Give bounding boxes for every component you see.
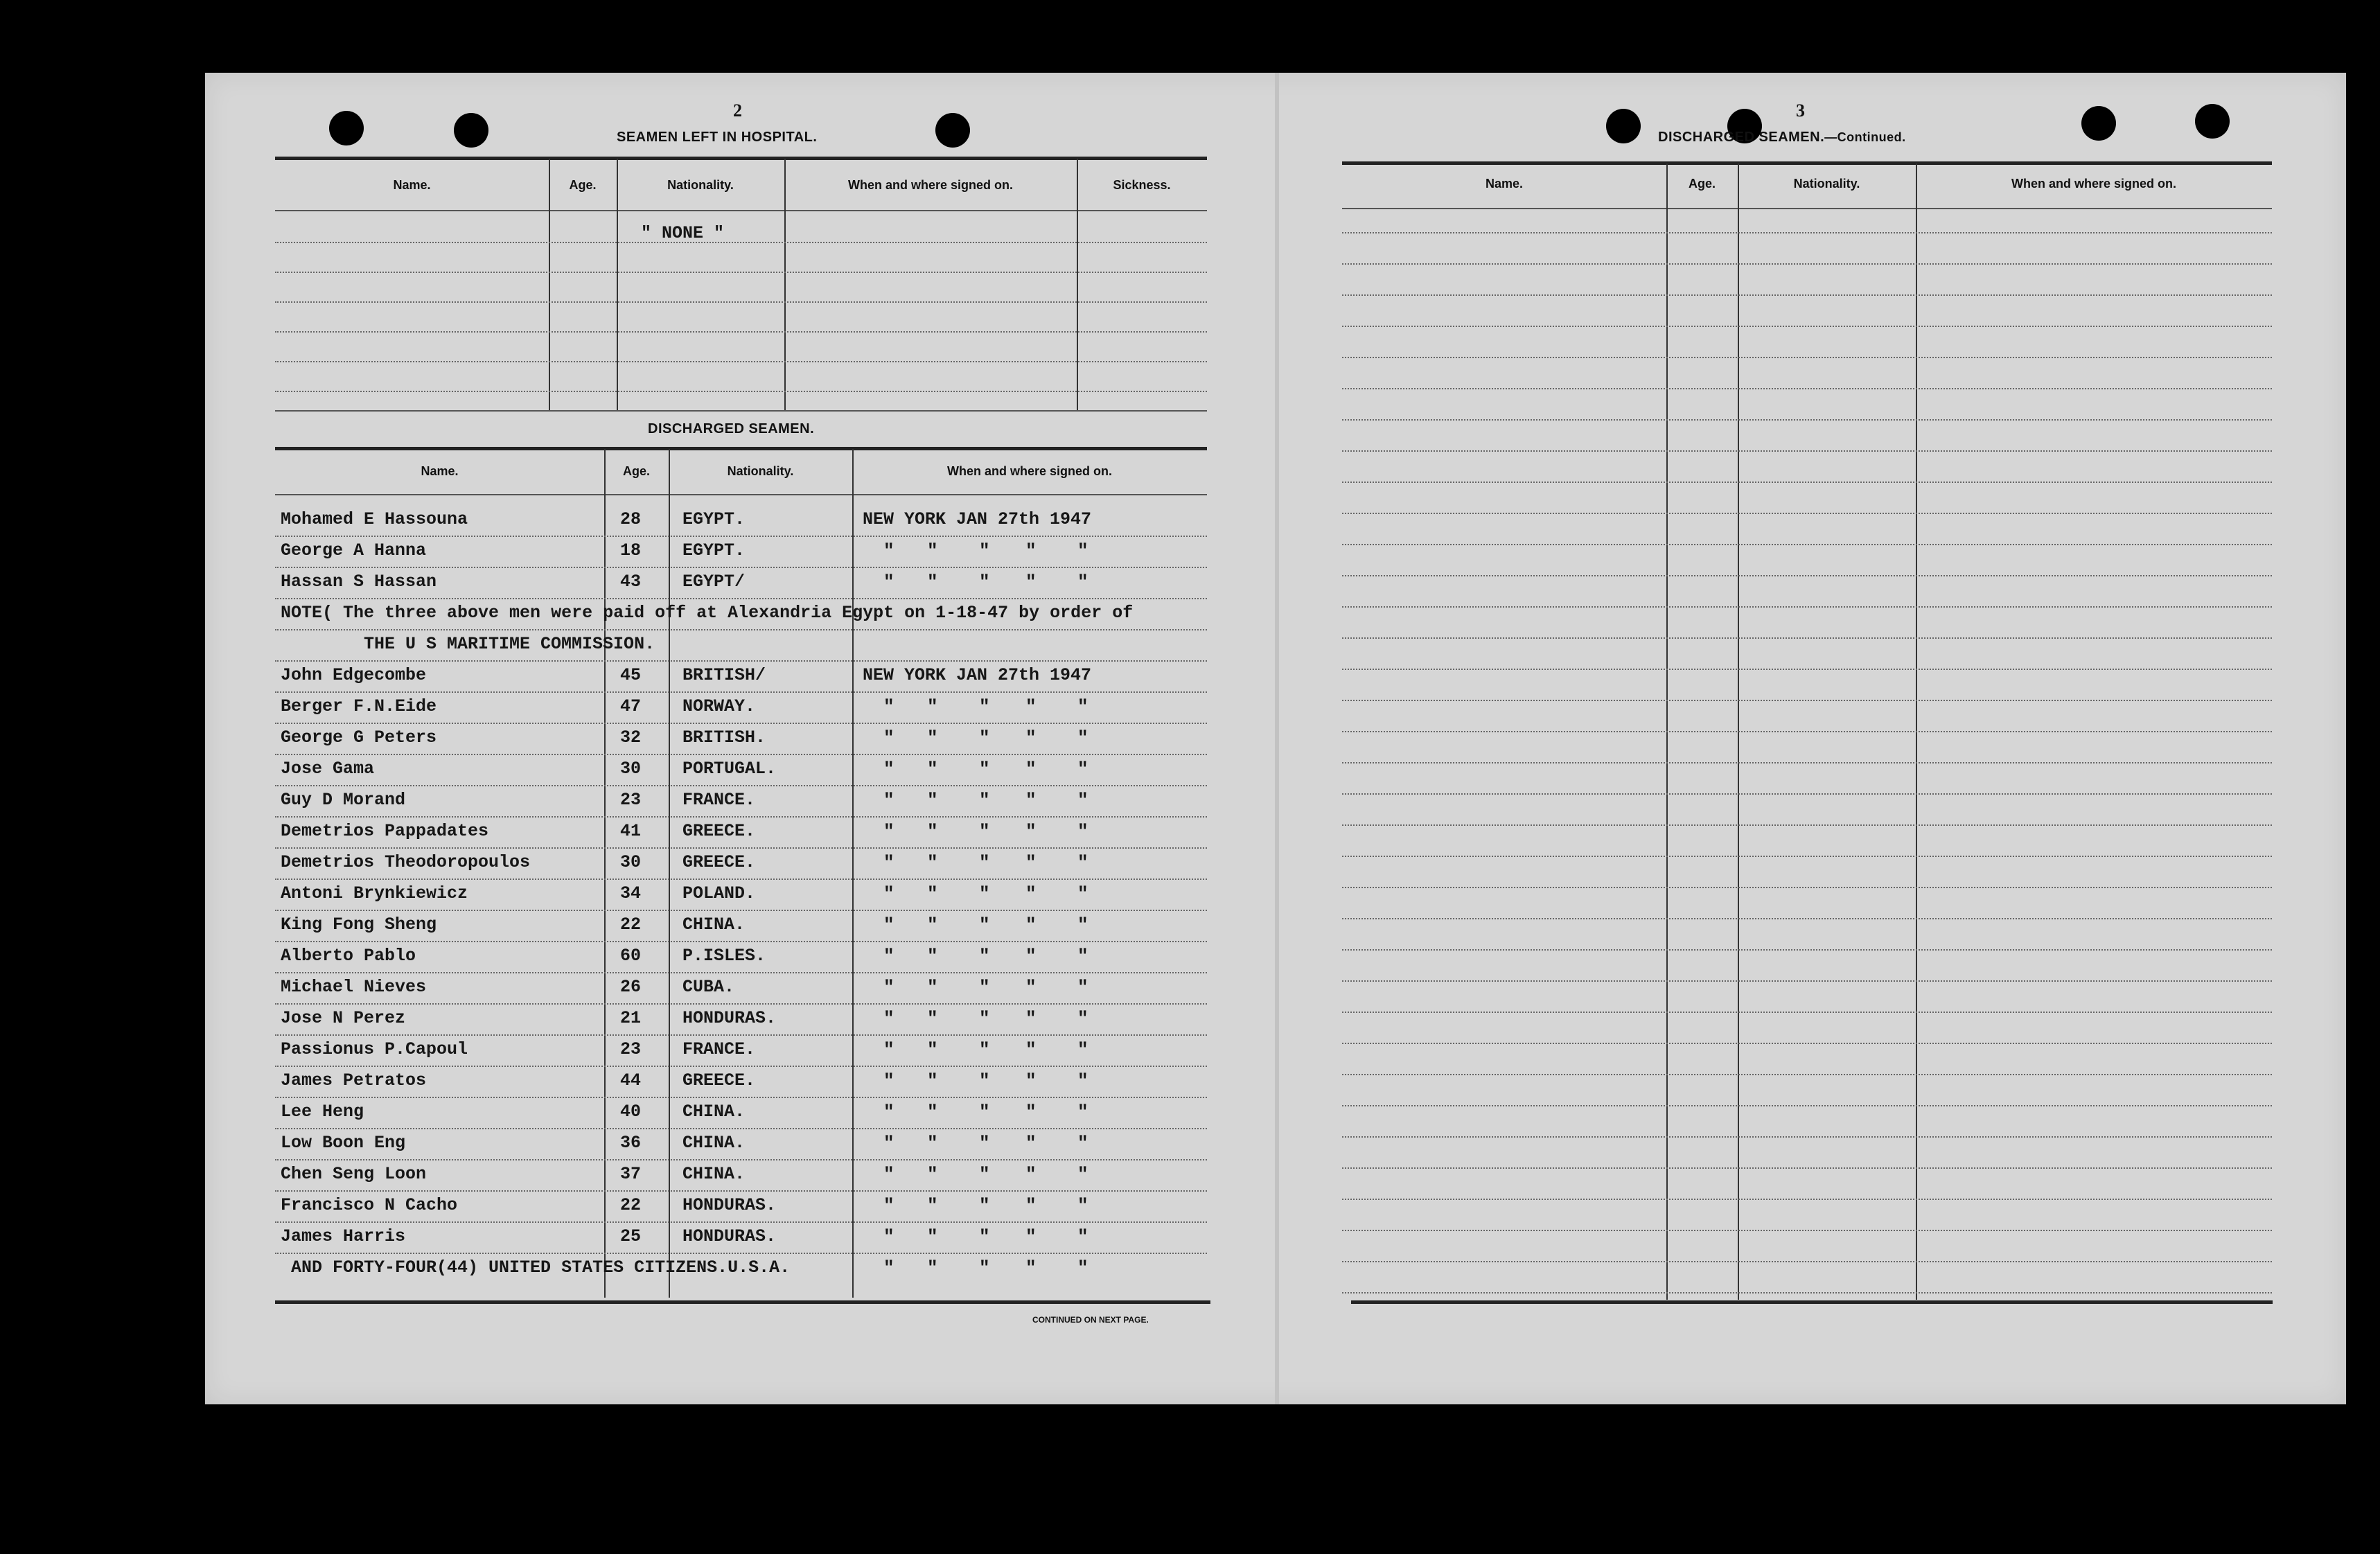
seaman-age: 23	[620, 790, 642, 810]
ditto-mark: "	[883, 1133, 894, 1154]
blank-row-line	[1342, 575, 2272, 576]
seaman-age: 43	[620, 572, 642, 592]
seaman-nationality: BRITISH.	[682, 727, 766, 748]
ditto-mark: "	[1025, 696, 1037, 717]
blank-row-line	[1342, 388, 2272, 389]
blank-row-line	[1342, 793, 2272, 795]
discharged-header-rule	[275, 494, 1207, 495]
ditto-mark: "	[927, 572, 938, 592]
page-fold	[1275, 73, 1279, 1404]
punch-hole	[1606, 109, 1641, 143]
ditto-mark: "	[927, 1164, 938, 1185]
row-line	[275, 723, 1207, 724]
ditto-mark: "	[1077, 1257, 1088, 1278]
blank-row-line	[1342, 731, 2272, 732]
hospital-col-sickness: Sickness.	[1113, 178, 1171, 192]
ditto-mark: "	[979, 759, 990, 779]
ditto-mark: "	[927, 540, 938, 561]
ditto-mark: "	[1025, 572, 1037, 592]
ditto-mark: "	[1077, 1226, 1088, 1247]
ditto-mark: "	[883, 540, 894, 561]
discharged-col-name: Name.	[421, 464, 459, 478]
row-line	[275, 1034, 1207, 1036]
ditto-mark: "	[883, 1008, 894, 1029]
row-line	[275, 1066, 1207, 1067]
blank-row-line	[1342, 1043, 2272, 1044]
seaman-age: 22	[620, 1195, 642, 1215]
ditto-mark: "	[979, 852, 990, 873]
ditto-mark: "	[927, 1195, 938, 1216]
ditto-mark: "	[979, 915, 990, 935]
blank-row-line	[1342, 326, 2272, 327]
blank-row-line	[1342, 232, 2272, 233]
ditto-mark: "	[1025, 1164, 1037, 1185]
hospital-section-title: SEAMEN LEFT IN HOSPITAL.	[617, 130, 818, 145]
ditto-mark: "	[927, 883, 938, 904]
ditto-mark: "	[979, 1226, 990, 1247]
ditto-mark: "	[927, 915, 938, 935]
ditto-mark: "	[927, 1008, 938, 1029]
seaman-name: Alberto Pablo	[281, 946, 416, 966]
blank-row-line	[1342, 1012, 2272, 1013]
hospital-col-divider	[1077, 159, 1078, 411]
ditto-mark: "	[1025, 977, 1037, 998]
seaman-name: Lee Heng	[281, 1102, 364, 1122]
hospital-row-line	[275, 331, 1207, 333]
ditto-mark: "	[883, 1195, 894, 1216]
row-line	[275, 1253, 1207, 1254]
punch-hole	[2195, 104, 2230, 139]
ditto-mark: "	[1077, 572, 1088, 592]
blank-row-line	[1342, 1199, 2272, 1200]
blank-row-line	[1342, 606, 2272, 608]
blank-row-line	[1342, 762, 2272, 763]
seaman-name: Berger F.N.Eide	[281, 696, 437, 716]
seaman-nationality: CUBA.	[682, 977, 735, 997]
blank-row-line	[1342, 1167, 2272, 1169]
seaman-age: 36	[620, 1133, 642, 1153]
blank-row-line	[1342, 419, 2272, 421]
hospital-col-signed-on: When and where signed on.	[847, 178, 1014, 192]
ditto-mark: "	[1025, 946, 1037, 966]
right-col-age: Age.	[1688, 177, 1716, 191]
ditto-mark: "	[1077, 696, 1088, 717]
ditto-mark: "	[1077, 1039, 1088, 1060]
seaman-name: Passionus P.Capoul	[281, 1039, 468, 1059]
hospital-row-line	[275, 361, 1207, 362]
ditto-mark: "	[927, 790, 938, 811]
seaman-nationality: CHINA.	[682, 1102, 746, 1122]
ditto-mark: "	[1025, 1226, 1037, 1247]
discharged-col-nationality: Nationality.	[727, 464, 794, 478]
ditto-mark: "	[979, 1008, 990, 1029]
punch-hole	[935, 113, 970, 148]
note-line: THE U S MARITIME COMMISSION.	[364, 634, 655, 654]
hospital-col-nationality: Nationality.	[667, 178, 734, 192]
blank-row-line	[1342, 1105, 2272, 1106]
ditto-mark: "	[1077, 790, 1088, 811]
ditto-mark: "	[979, 790, 990, 811]
row-line	[275, 1128, 1207, 1129]
ditto-mark: "	[979, 572, 990, 592]
ditto-mark: "	[1025, 540, 1037, 561]
seaman-name: George G Peters	[281, 727, 437, 748]
seaman-age: 25	[620, 1226, 642, 1246]
ditto-mark: "	[927, 1039, 938, 1060]
ditto-mark: "	[1025, 790, 1037, 811]
ditto-mark: "	[979, 1070, 990, 1091]
row-line	[275, 691, 1207, 693]
ditto-mark: "	[979, 1133, 990, 1154]
discharged-col-age: Age.	[622, 464, 650, 478]
ditto-mark: "	[1025, 1039, 1037, 1060]
left-bottom-rule	[275, 1300, 1210, 1304]
row-line	[275, 972, 1207, 973]
discharged-col-signed-on: When and where signed on.	[946, 464, 1113, 478]
signed-on: NEW YORK JAN 27th 1947	[863, 665, 1092, 685]
blank-row-line	[1342, 450, 2272, 452]
hospital-row-line	[275, 301, 1207, 303]
row-line	[275, 816, 1207, 818]
ditto-mark: "	[883, 1226, 894, 1247]
seaman-nationality: P.ISLES.	[682, 946, 766, 966]
ditto-mark: "	[927, 1102, 938, 1122]
right-header-rule	[1342, 208, 2272, 209]
ditto-mark: "	[883, 790, 894, 811]
ditto-mark: "	[1025, 1102, 1037, 1122]
blank-row-line	[1342, 669, 2272, 670]
seaman-nationality: PORTUGAL.	[682, 759, 777, 779]
ditto-mark: "	[883, 1164, 894, 1185]
seaman-name: Francisco N Cacho	[281, 1195, 458, 1215]
right-col-nationality: Nationality.	[1793, 177, 1860, 191]
ditto-mark: "	[1025, 759, 1037, 779]
seaman-age: 41	[620, 821, 642, 841]
row-line	[275, 598, 1207, 599]
seaman-age: 28	[620, 509, 642, 529]
ditto-mark: "	[1077, 1133, 1088, 1154]
ditto-mark: "	[1077, 852, 1088, 873]
seaman-nationality: FRANCE.	[682, 1039, 756, 1059]
hospital-row-line	[275, 272, 1207, 273]
hospital-none-entry: " NONE "	[641, 223, 725, 243]
ditto-mark: "	[1025, 1133, 1037, 1154]
seaman-age: 18	[620, 540, 642, 560]
blank-row-line	[1342, 357, 2272, 358]
ditto-mark: "	[979, 727, 990, 748]
seaman-nationality: BRITISH/	[682, 665, 766, 685]
seaman-nationality: CHINA.	[682, 1164, 746, 1184]
seaman-nationality: HONDURAS.	[682, 1195, 777, 1215]
ditto-mark: "	[1077, 540, 1088, 561]
ditto-mark: "	[1077, 1102, 1088, 1122]
ditto-mark: "	[1025, 852, 1037, 873]
hospital-row-line	[275, 391, 1207, 392]
ditto-mark: "	[1025, 1195, 1037, 1216]
row-line	[275, 1003, 1207, 1005]
seaman-nationality: GREECE.	[682, 821, 756, 841]
seaman-age: 45	[620, 665, 642, 685]
ditto-mark: "	[1077, 821, 1088, 842]
seaman-age: 21	[620, 1008, 642, 1028]
seaman-nationality: HONDURAS.	[682, 1008, 777, 1028]
ditto-mark: "	[1077, 1164, 1088, 1185]
seaman-nationality: CHINA.	[682, 915, 746, 935]
ditto-mark: "	[1077, 1008, 1088, 1029]
seaman-age: 34	[620, 883, 642, 903]
seaman-name: Low Boon Eng	[281, 1133, 406, 1153]
ditto-mark: "	[927, 1257, 938, 1278]
ditto-mark: "	[1025, 883, 1037, 904]
blank-row-line	[1342, 263, 2272, 265]
seaman-name: King Fong Sheng	[281, 915, 437, 935]
seaman-nationality: EGYPT/	[682, 572, 746, 592]
hospital-col-divider	[549, 159, 550, 411]
ditto-mark: "	[1025, 821, 1037, 842]
row-line	[275, 536, 1207, 537]
ditto-mark: "	[883, 727, 894, 748]
row-line	[275, 910, 1207, 911]
hospital-col-divider	[784, 159, 786, 411]
ditto-mark: "	[1025, 1008, 1037, 1029]
seaman-age: 40	[620, 1102, 642, 1122]
discharged-section-title: DISCHARGED SEAMEN.	[648, 421, 815, 436]
row-line	[275, 1190, 1207, 1192]
right-bottom-rule	[1351, 1300, 2273, 1304]
seaman-nationality: GREECE.	[682, 1070, 756, 1091]
blank-row-line	[1342, 1136, 2272, 1138]
ditto-mark: "	[883, 759, 894, 779]
ditto-mark: "	[979, 1164, 990, 1185]
ditto-mark: "	[883, 946, 894, 966]
ditto-mark: "	[927, 946, 938, 966]
closing-line: AND FORTY-FOUR(44) UNITED STATES CITIZENS.U.S.A.	[291, 1257, 791, 1278]
ditto-mark: "	[1077, 883, 1088, 904]
ditto-mark: "	[979, 977, 990, 998]
ditto-mark: "	[979, 540, 990, 561]
seaman-name: Demetrios Pappadates	[281, 821, 489, 841]
ditto-mark: "	[1077, 1195, 1088, 1216]
ditto-mark: "	[1077, 946, 1088, 966]
seaman-name: Michael Nieves	[281, 977, 427, 997]
seaman-name: Demetrios Theodoropoulos	[281, 852, 531, 872]
ditto-mark: "	[1077, 977, 1088, 998]
blank-row-line	[1342, 918, 2272, 919]
blank-row-line	[1342, 824, 2272, 826]
row-line	[275, 847, 1207, 849]
seaman-nationality: EGYPT.	[682, 540, 746, 560]
ditto-mark: "	[979, 946, 990, 966]
blank-row-line	[1342, 513, 2272, 514]
seaman-nationality: FRANCE.	[682, 790, 756, 810]
ditto-mark: "	[1025, 1257, 1037, 1278]
seaman-nationality: POLAND.	[682, 883, 756, 903]
seaman-nationality: HONDURAS.	[682, 1226, 777, 1246]
ditto-mark: "	[883, 1070, 894, 1091]
ditto-mark: "	[979, 1195, 990, 1216]
ditto-mark: "	[883, 1102, 894, 1122]
ditto-mark: "	[927, 1070, 938, 1091]
seaman-name: Jose N Perez	[281, 1008, 406, 1028]
seaman-age: 44	[620, 1070, 642, 1091]
row-line	[275, 567, 1207, 568]
ditto-mark: "	[927, 696, 938, 717]
ditto-mark: "	[1077, 1070, 1088, 1091]
ditto-mark: "	[927, 1133, 938, 1154]
right-title-suffix: —Continued.	[1824, 130, 1906, 144]
blank-row-line	[1342, 700, 2272, 701]
signed-on: NEW YORK JAN 27th 1947	[863, 509, 1092, 529]
seaman-nationality: NORWAY.	[682, 696, 756, 716]
right-title-text: DISCHARGED SEAMEN.	[1658, 130, 1825, 145]
ditto-mark: "	[1025, 915, 1037, 935]
row-line	[275, 785, 1207, 786]
blank-row-line	[1342, 980, 2272, 982]
blank-row-line	[1342, 1292, 2272, 1293]
seaman-age: 30	[620, 759, 642, 779]
seaman-nationality: GREECE.	[682, 852, 756, 872]
ditto-mark: "	[1077, 915, 1088, 935]
ditto-mark: "	[1025, 1070, 1037, 1091]
punch-hole	[329, 111, 364, 145]
ditto-mark: "	[883, 977, 894, 998]
blank-row-line	[1342, 544, 2272, 545]
seaman-name: James Harris	[281, 1226, 406, 1246]
ditto-mark: "	[927, 1226, 938, 1247]
seaman-name: Mohamed E Hassouna	[281, 509, 468, 529]
hospital-header-rule	[275, 210, 1207, 211]
ditto-mark: "	[979, 1102, 990, 1122]
row-line	[275, 941, 1207, 942]
seaman-name: Antoni Brynkiewicz	[281, 883, 468, 903]
seaman-name: Guy D Morand	[281, 790, 406, 810]
ditto-mark: "	[883, 915, 894, 935]
continued-note: CONTINUED ON NEXT PAGE.	[1032, 1315, 1149, 1325]
seaman-nationality: EGYPT.	[682, 509, 746, 529]
ditto-mark: "	[927, 727, 938, 748]
blank-row-line	[1342, 1074, 2272, 1075]
ditto-mark: "	[883, 852, 894, 873]
seaman-age: 26	[620, 977, 642, 997]
blank-row-line	[1342, 637, 2272, 639]
seaman-age: 47	[620, 696, 642, 716]
discharged-title-rule	[275, 447, 1207, 450]
seaman-name: George A Hanna	[281, 540, 427, 560]
blank-row-line	[1342, 887, 2272, 888]
blank-row-line	[1342, 949, 2272, 951]
ditto-mark: "	[883, 821, 894, 842]
ditto-mark: "	[883, 1257, 894, 1278]
seaman-age: 32	[620, 727, 642, 748]
seaman-name: John Edgecombe	[281, 665, 427, 685]
ditto-mark: "	[927, 821, 938, 842]
blank-row-line	[1342, 1230, 2272, 1231]
discharged-col-divider	[669, 449, 670, 1298]
ditto-mark: "	[979, 696, 990, 717]
left-page-number: 2	[733, 100, 742, 121]
ditto-mark: "	[927, 852, 938, 873]
seaman-name: James Petratos	[281, 1070, 427, 1091]
ditto-mark: "	[1025, 727, 1037, 748]
ditto-mark: "	[883, 572, 894, 592]
seaman-age: 22	[620, 915, 642, 935]
discharged-col-divider	[852, 449, 854, 1298]
row-line	[275, 1097, 1207, 1098]
seaman-age: 23	[620, 1039, 642, 1059]
punch-hole	[454, 113, 488, 148]
right-top-rule	[1342, 161, 2272, 165]
right-col-signed-on: When and where signed on.	[2011, 177, 2177, 191]
seaman-nationality: CHINA.	[682, 1133, 746, 1153]
seaman-name: Jose Gama	[281, 759, 375, 779]
seaman-name: Hassan S Hassan	[281, 572, 437, 592]
ditto-mark: "	[927, 977, 938, 998]
hospital-col-name: Name.	[393, 178, 431, 192]
ditto-mark: "	[1077, 727, 1088, 748]
ditto-mark: "	[883, 1039, 894, 1060]
ditto-mark: "	[979, 1257, 990, 1278]
ditto-mark: "	[883, 696, 894, 717]
row-line	[275, 1159, 1207, 1160]
ditto-mark: "	[883, 883, 894, 904]
row-line	[275, 629, 1207, 630]
right-col-name: Name.	[1485, 177, 1524, 191]
blank-row-line	[1342, 1261, 2272, 1262]
ditto-mark: "	[927, 759, 938, 779]
discharged-top-rule	[275, 410, 1207, 412]
blank-row-line	[1342, 294, 2272, 296]
hospital-row-line	[275, 242, 1207, 243]
note-line: NOTE( The three above men were paid off at Alexandria Egypt on 1-18-47 by order of	[281, 603, 1134, 623]
seaman-age: 30	[620, 852, 642, 872]
seaman-age: 37	[620, 1164, 642, 1184]
ditto-mark: "	[979, 1039, 990, 1060]
right-page-number: 3	[1796, 100, 1805, 121]
ditto-mark: "	[1077, 759, 1088, 779]
row-line	[275, 660, 1207, 662]
ditto-mark: "	[979, 821, 990, 842]
ditto-mark: "	[979, 883, 990, 904]
punch-hole	[2081, 106, 2116, 141]
hospital-col-age: Age.	[569, 178, 597, 192]
discharged-col-divider	[604, 449, 606, 1298]
hospital-col-divider	[617, 159, 618, 411]
blank-row-line	[1342, 856, 2272, 857]
row-line	[275, 878, 1207, 880]
seaman-age: 60	[620, 946, 642, 966]
blank-row-line	[1342, 482, 2272, 483]
hospital-top-rule	[275, 157, 1207, 160]
row-line	[275, 1221, 1207, 1223]
row-line	[275, 754, 1207, 755]
seaman-name: Chen Seng Loon	[281, 1164, 427, 1184]
right-section-title	[1658, 130, 1906, 145]
